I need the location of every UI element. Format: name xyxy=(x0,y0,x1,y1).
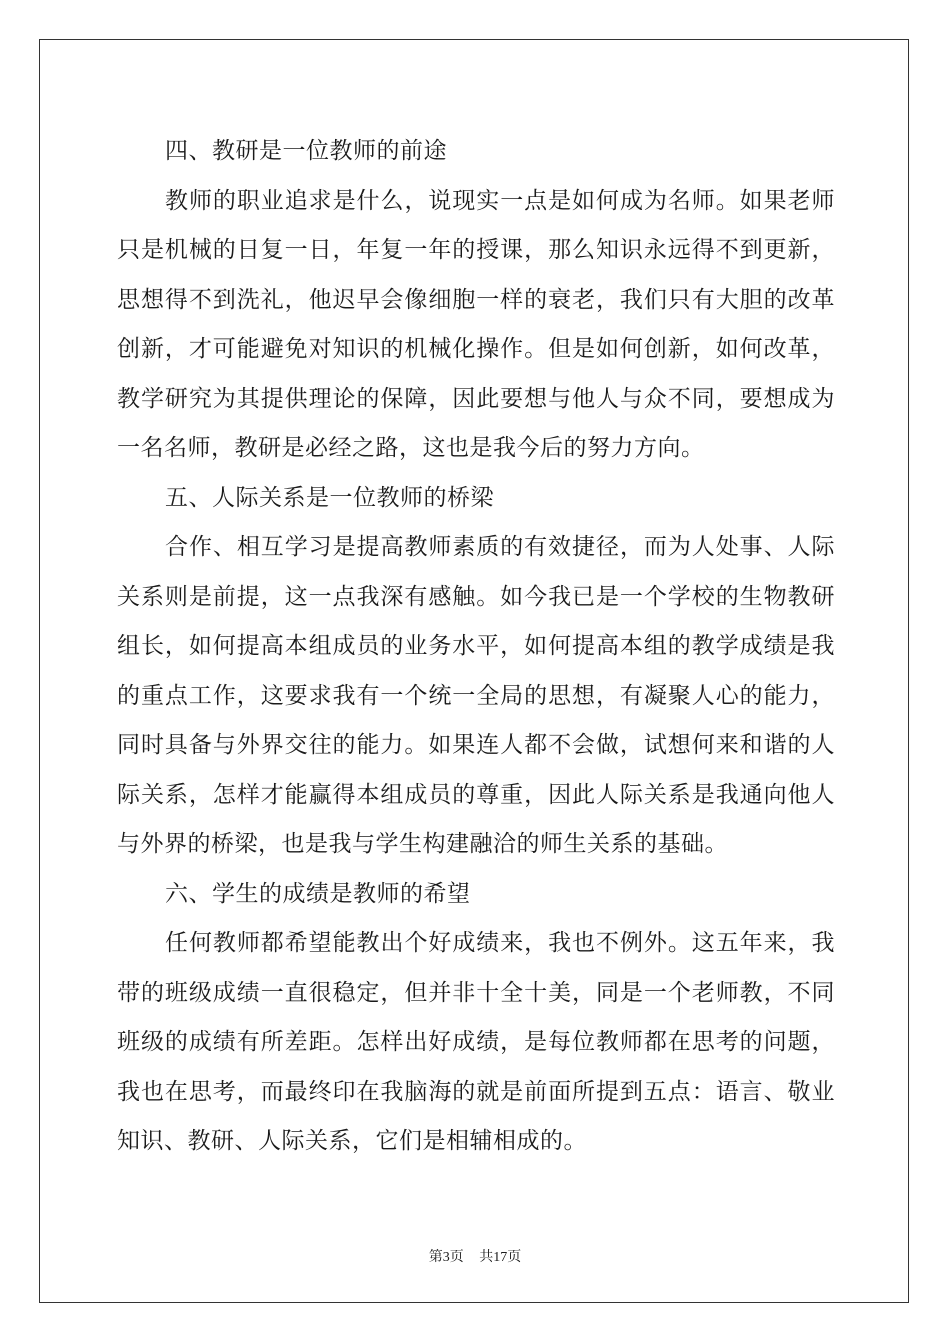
text-line: 只是机械的日复一日，年复一年的授课，那么知识永远得不到更新， xyxy=(117,237,835,263)
text-line: 合作、相互学习是提高教师素质的有效捷径，而为人处事、人际 xyxy=(165,534,835,560)
text-line: 班级的成绩有所差距。怎样出好成绩，是每位教师都在思考的问题， xyxy=(117,1029,835,1055)
text-line: 同时具备与外界交往的能力。如果连人都不会做，试想何来和谐的人 xyxy=(117,732,835,758)
section-heading: 六、学生的成绩是教师的希望 xyxy=(165,880,471,907)
text-line: 带的班级成绩一直很稳定，但并非十全十美，同是一个老师教，不同 xyxy=(117,979,835,1006)
total-pages-label: 共17页 xyxy=(479,1250,522,1265)
current-page-label: 第3页 xyxy=(428,1250,464,1265)
page-footer xyxy=(0,1246,950,1266)
text-line: 思想得不到洗礼，他迟早会像细胞一样的衰老，我们只有大胆的改革 xyxy=(117,286,835,313)
text-line: 与外界的桥梁，也是我与学生构建融洽的师生关系的基础。 xyxy=(117,831,728,857)
text-line: 知识、教研、人际关系，它们是相辅相成的。 xyxy=(117,1128,587,1154)
text-line: 的重点工作，这要求我有一个统一全局的思想，有凝聚人心的能力， xyxy=(117,682,835,709)
text-line: 一名名师，教研是必经之路，这也是我今后的努力方向。 xyxy=(117,435,705,461)
text-line: 我也在思考，而最终印在我脑海的就是前面所提到五点：语言、敬业 xyxy=(117,1078,835,1105)
section-heading: 四、教研是一位教师的前途 xyxy=(165,138,447,164)
text-line: 教师的职业追求是什么，说现实一点是如何成为名师。如果老师 xyxy=(165,187,835,214)
section-heading: 五、人际关系是一位教师的桥梁 xyxy=(165,484,494,511)
text-line: 教学研究为其提供理论的保障，因此要想与他人与众不同，要想成为 xyxy=(117,385,835,412)
text-line: 任何教师都希望能教出个好成绩来，我也不例外。这五年来，我 xyxy=(165,930,835,956)
text-line: 组长，如何提高本组成员的业务水平，如何提高本组的教学成绩是我 xyxy=(117,633,835,659)
text-line: 关系则是前提，这一点我深有感触。如今我已是一个学校的生物教研 xyxy=(117,583,835,610)
document-body xyxy=(117,127,835,1167)
text-line: 际关系，怎样才能赢得本组成员的尊重，因此人际关系是我通向他人 xyxy=(117,781,835,808)
text-line: 创新，才可能避免对知识的机械化操作。但是如何创新，如何改革， xyxy=(117,336,835,362)
